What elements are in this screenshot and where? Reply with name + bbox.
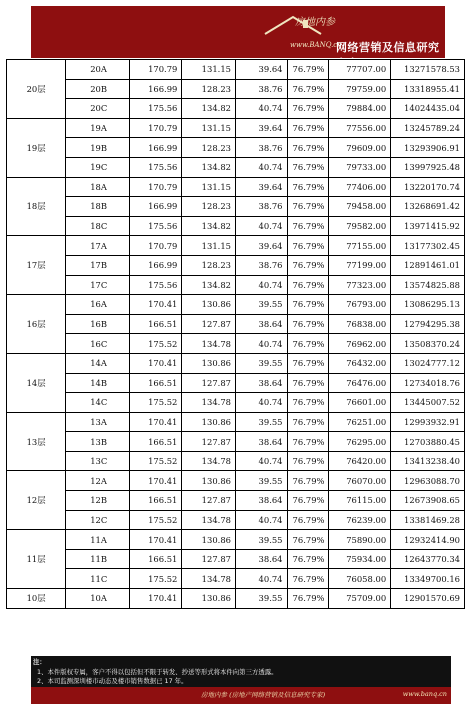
cell-unit: 19B — [66, 138, 130, 158]
cell-unit: 12C — [66, 510, 130, 530]
cell-area: 175.52 — [129, 393, 182, 413]
floor-label: 18层 — [7, 177, 66, 236]
cell-area: 170.79 — [129, 118, 182, 138]
cell-inner: 134.78 — [182, 334, 236, 354]
cell-price: 76239.00 — [329, 510, 391, 530]
table-row — [7, 393, 465, 413]
cell-price: 76070.00 — [329, 471, 391, 491]
cell-inner: 131.15 — [182, 236, 236, 256]
cell-rate: 76.79% — [287, 138, 329, 158]
cell-shared: 38.76 — [235, 255, 287, 275]
cell-area: 170.79 — [129, 236, 182, 256]
cell-unit: 17A — [66, 236, 130, 256]
cell-price: 76251.00 — [329, 412, 391, 432]
cell-shared: 40.74 — [235, 569, 287, 589]
cell-shared: 39.55 — [235, 295, 287, 315]
cell-price: 76601.00 — [329, 393, 391, 413]
table-row — [7, 530, 465, 550]
cell-price: 76420.00 — [329, 451, 391, 471]
cell-rate: 76.79% — [287, 99, 329, 119]
table-row — [7, 314, 465, 334]
notes-heading: 注： — [33, 658, 46, 666]
cell-total: 13268691.42 — [391, 197, 465, 217]
cell-price: 76058.00 — [329, 569, 391, 589]
cell-unit: 18C — [66, 216, 130, 236]
table-row — [7, 510, 465, 530]
cell-rate: 76.79% — [287, 589, 329, 609]
cell-shared: 39.55 — [235, 353, 287, 373]
cell-rate: 76.79% — [287, 118, 329, 138]
table-row — [7, 589, 465, 609]
cell-unit: 10A — [66, 589, 130, 609]
cell-inner: 131.15 — [182, 60, 236, 80]
cell-area: 166.99 — [129, 138, 182, 158]
cell-shared: 38.76 — [235, 197, 287, 217]
cell-unit: 14A — [66, 353, 130, 373]
table-row — [7, 471, 465, 491]
table-row — [7, 79, 465, 99]
cell-rate: 76.79% — [287, 373, 329, 393]
cell-shared: 39.64 — [235, 236, 287, 256]
cell-inner: 130.86 — [182, 412, 236, 432]
cell-price: 77199.00 — [329, 255, 391, 275]
floor-label: 19层 — [7, 118, 66, 177]
table-row — [7, 491, 465, 511]
cell-shared: 39.64 — [235, 177, 287, 197]
floor-label: 17层 — [7, 236, 66, 295]
cell-area: 175.52 — [129, 510, 182, 530]
cell-price: 76476.00 — [329, 373, 391, 393]
floor-label: 20层 — [7, 60, 66, 119]
cell-inner: 131.15 — [182, 118, 236, 138]
cell-inner: 134.78 — [182, 393, 236, 413]
table-row — [7, 295, 465, 315]
brand-url: www.BANQ.cn — [290, 41, 342, 49]
cell-unit: 13B — [66, 432, 130, 452]
cell-area: 175.56 — [129, 275, 182, 295]
cell-area: 175.52 — [129, 451, 182, 471]
cell-inner: 128.23 — [182, 255, 236, 275]
cell-area: 166.51 — [129, 432, 182, 452]
cell-area: 166.51 — [129, 314, 182, 334]
cell-area: 175.56 — [129, 216, 182, 236]
cell-price: 79609.00 — [329, 138, 391, 158]
cell-inner: 134.78 — [182, 510, 236, 530]
cell-area: 166.99 — [129, 197, 182, 217]
cell-rate: 76.79% — [287, 177, 329, 197]
cell-shared: 39.55 — [235, 471, 287, 491]
cell-inner: 130.86 — [182, 589, 236, 609]
cell-rate: 76.79% — [287, 353, 329, 373]
table-row — [7, 373, 465, 393]
cell-total: 12891461.01 — [391, 255, 465, 275]
cell-total: 13349700.16 — [391, 569, 465, 589]
cell-unit: 13C — [66, 451, 130, 471]
table-row — [7, 157, 465, 177]
cell-inner: 130.86 — [182, 353, 236, 373]
cell-price: 76962.00 — [329, 334, 391, 354]
cell-unit: 19C — [66, 157, 130, 177]
cell-total: 12993932.91 — [391, 412, 465, 432]
cell-unit: 18B — [66, 197, 130, 217]
cell-area: 175.52 — [129, 334, 182, 354]
cell-shared: 38.64 — [235, 432, 287, 452]
table-row — [7, 255, 465, 275]
cell-area: 170.41 — [129, 295, 182, 315]
cell-area: 175.52 — [129, 569, 182, 589]
cell-total: 12963088.70 — [391, 471, 465, 491]
cell-inner: 127.87 — [182, 373, 236, 393]
cell-shared: 38.76 — [235, 79, 287, 99]
cell-total: 13574825.88 — [391, 275, 465, 295]
cell-rate: 76.79% — [287, 79, 329, 99]
cell-total: 13293906.91 — [391, 138, 465, 158]
cell-price: 77556.00 — [329, 118, 391, 138]
cell-rate: 76.79% — [287, 530, 329, 550]
cell-rate: 76.79% — [287, 569, 329, 589]
cell-total: 13381469.28 — [391, 510, 465, 530]
cell-shared: 38.64 — [235, 314, 287, 334]
cell-shared: 39.64 — [235, 118, 287, 138]
cell-total: 13220170.74 — [391, 177, 465, 197]
table-row — [7, 99, 465, 119]
cell-total: 13318955.41 — [391, 79, 465, 99]
cell-inner: 128.23 — [182, 138, 236, 158]
cell-inner: 134.78 — [182, 451, 236, 471]
sales-table-body — [7, 60, 465, 609]
cell-inner: 130.86 — [182, 295, 236, 315]
cell-inner: 128.23 — [182, 197, 236, 217]
cell-area: 166.51 — [129, 491, 182, 511]
cell-area: 166.51 — [129, 373, 182, 393]
cell-shared: 40.74 — [235, 510, 287, 530]
cell-price: 75934.00 — [329, 549, 391, 569]
cell-shared: 40.74 — [235, 275, 287, 295]
cell-price: 79733.00 — [329, 157, 391, 177]
cell-unit: 20C — [66, 99, 130, 119]
banner-title: 网络营销及信息研究专家 — [336, 41, 440, 70]
cell-shared: 40.74 — [235, 99, 287, 119]
cell-shared: 40.74 — [235, 216, 287, 236]
cell-price: 79458.00 — [329, 197, 391, 217]
cell-price: 77323.00 — [329, 275, 391, 295]
cell-unit: 20B — [66, 79, 130, 99]
cell-area: 170.41 — [129, 530, 182, 550]
cell-rate: 76.79% — [287, 334, 329, 354]
table-row — [7, 275, 465, 295]
cell-unit: 16B — [66, 314, 130, 334]
cell-shared: 38.76 — [235, 138, 287, 158]
cell-total: 13413238.40 — [391, 451, 465, 471]
notes-line-2: 2、本司监测深圳楼市动态及楼市销售数据已 17 年。 — [37, 677, 188, 685]
cell-rate: 76.79% — [287, 216, 329, 236]
cell-area: 166.99 — [129, 255, 182, 275]
cell-unit: 16C — [66, 334, 130, 354]
cell-rate: 76.79% — [287, 236, 329, 256]
cell-rate: 76.79% — [287, 157, 329, 177]
cell-rate: 76.79% — [287, 471, 329, 491]
cell-shared: 39.55 — [235, 589, 287, 609]
cell-total: 13508370.24 — [391, 334, 465, 354]
cell-total: 13177302.45 — [391, 236, 465, 256]
cell-price: 76115.00 — [329, 491, 391, 511]
cell-unit: 14C — [66, 393, 130, 413]
cell-total: 12901570.69 — [391, 589, 465, 609]
cell-inner: 130.86 — [182, 530, 236, 550]
table-row — [7, 569, 465, 589]
cell-inner: 131.15 — [182, 177, 236, 197]
cell-rate: 76.79% — [287, 451, 329, 471]
floor-label: 13层 — [7, 412, 66, 471]
cell-price: 75709.00 — [329, 589, 391, 609]
cell-total: 12643770.34 — [391, 549, 465, 569]
table-row — [7, 216, 465, 236]
cell-rate: 76.79% — [287, 314, 329, 334]
cell-total: 13024777.12 — [391, 353, 465, 373]
cell-rate: 76.79% — [287, 491, 329, 511]
cell-total: 12734018.76 — [391, 373, 465, 393]
table-row — [7, 138, 465, 158]
cell-inner: 127.87 — [182, 491, 236, 511]
cell-total: 13245789.24 — [391, 118, 465, 138]
cell-shared: 38.64 — [235, 373, 287, 393]
cell-area: 170.41 — [129, 412, 182, 432]
cell-inner: 134.82 — [182, 99, 236, 119]
cell-area: 170.79 — [129, 60, 182, 80]
cell-total: 12703880.45 — [391, 432, 465, 452]
cell-price: 76432.00 — [329, 353, 391, 373]
cell-area: 175.56 — [129, 157, 182, 177]
cell-rate: 76.79% — [287, 197, 329, 217]
cell-price: 77155.00 — [329, 236, 391, 256]
cell-unit: 11A — [66, 530, 130, 550]
table-row — [7, 412, 465, 432]
sales-price-table — [6, 59, 465, 609]
cell-area: 170.41 — [129, 353, 182, 373]
footer-url: www.banq.cn — [402, 690, 447, 698]
cell-rate: 76.79% — [287, 60, 329, 80]
cell-unit: 16A — [66, 295, 130, 315]
cell-total: 12673908.65 — [391, 491, 465, 511]
cell-total: 13445007.52 — [391, 393, 465, 413]
cell-shared: 40.74 — [235, 157, 287, 177]
cell-unit: 14B — [66, 373, 130, 393]
cell-rate: 76.79% — [287, 549, 329, 569]
cell-inner: 134.78 — [182, 569, 236, 589]
table-row — [7, 353, 465, 373]
cell-price: 77707.00 — [329, 60, 391, 80]
floor-label: 12层 — [7, 471, 66, 530]
table-row — [7, 60, 465, 80]
table-row — [7, 549, 465, 569]
cell-rate: 76.79% — [287, 295, 329, 315]
cell-inner: 134.82 — [182, 275, 236, 295]
cell-price: 76295.00 — [329, 432, 391, 452]
cell-area: 170.41 — [129, 471, 182, 491]
cell-inner: 127.87 — [182, 314, 236, 334]
cell-price: 76838.00 — [329, 314, 391, 334]
cell-shared: 40.74 — [235, 334, 287, 354]
cell-price: 79759.00 — [329, 79, 391, 99]
floor-label: 14层 — [7, 353, 66, 412]
cell-shared: 38.64 — [235, 549, 287, 569]
cell-inner: 127.87 — [182, 432, 236, 452]
cell-rate: 76.79% — [287, 432, 329, 452]
cell-area: 170.41 — [129, 589, 182, 609]
cell-inner: 130.86 — [182, 471, 236, 491]
brand-name: 房地内参 — [295, 17, 335, 28]
cell-price: 77406.00 — [329, 177, 391, 197]
cell-shared: 40.74 — [235, 393, 287, 413]
cell-price: 79884.00 — [329, 99, 391, 119]
cell-total: 12932414.90 — [391, 530, 465, 550]
cell-price: 79582.00 — [329, 216, 391, 236]
cell-total: 13086295.13 — [391, 295, 465, 315]
cell-unit: 12A — [66, 471, 130, 491]
floor-label: 11层 — [7, 530, 66, 589]
notes-line-1: 1、本件版权专属，客户不得以包括但不限于转发、抄送等形式将本件向第三方透露。 — [37, 668, 278, 676]
cell-shared: 40.74 — [235, 451, 287, 471]
table-row — [7, 334, 465, 354]
table-row — [7, 177, 465, 197]
cell-total: 13971415.92 — [391, 216, 465, 236]
cell-inner: 134.82 — [182, 216, 236, 236]
floor-label: 10层 — [7, 589, 66, 609]
table-row — [7, 118, 465, 138]
cell-inner: 134.82 — [182, 157, 236, 177]
cell-shared: 39.55 — [235, 530, 287, 550]
cell-rate: 76.79% — [287, 393, 329, 413]
cell-area: 170.79 — [129, 177, 182, 197]
cell-unit: 11C — [66, 569, 130, 589]
cell-shared: 39.55 — [235, 412, 287, 432]
cell-total: 13997925.48 — [391, 157, 465, 177]
footer-bar — [31, 687, 451, 704]
cell-price: 75890.00 — [329, 530, 391, 550]
cell-unit: 13A — [66, 412, 130, 432]
cell-unit: 11B — [66, 549, 130, 569]
cell-area: 166.51 — [129, 549, 182, 569]
cell-area: 166.99 — [129, 79, 182, 99]
cell-total: 13271578.53 — [391, 60, 465, 80]
footer-text: 房地内参 (房地产网络营销及信息研究专家) — [201, 691, 326, 699]
cell-shared: 39.64 — [235, 60, 287, 80]
cell-inner: 127.87 — [182, 549, 236, 569]
floor-label: 16层 — [7, 295, 66, 354]
cell-rate: 76.79% — [287, 275, 329, 295]
cell-unit: 12B — [66, 491, 130, 511]
cell-area: 175.56 — [129, 99, 182, 119]
table-row — [7, 197, 465, 217]
table-row — [7, 236, 465, 256]
cell-inner: 128.23 — [182, 79, 236, 99]
cell-rate: 76.79% — [287, 510, 329, 530]
cell-unit: 17B — [66, 255, 130, 275]
cell-shared: 38.64 — [235, 491, 287, 511]
table-row — [7, 432, 465, 452]
cell-total: 12794295.38 — [391, 314, 465, 334]
cell-total: 14024435.04 — [391, 99, 465, 119]
cell-unit: 17C — [66, 275, 130, 295]
cell-unit: 18A — [66, 177, 130, 197]
cell-unit: 20A — [66, 60, 130, 80]
cell-unit: 19A — [66, 118, 130, 138]
cell-price: 76793.00 — [329, 295, 391, 315]
cell-rate: 76.79% — [287, 412, 329, 432]
table-row — [7, 451, 465, 471]
cell-rate: 76.79% — [287, 255, 329, 275]
